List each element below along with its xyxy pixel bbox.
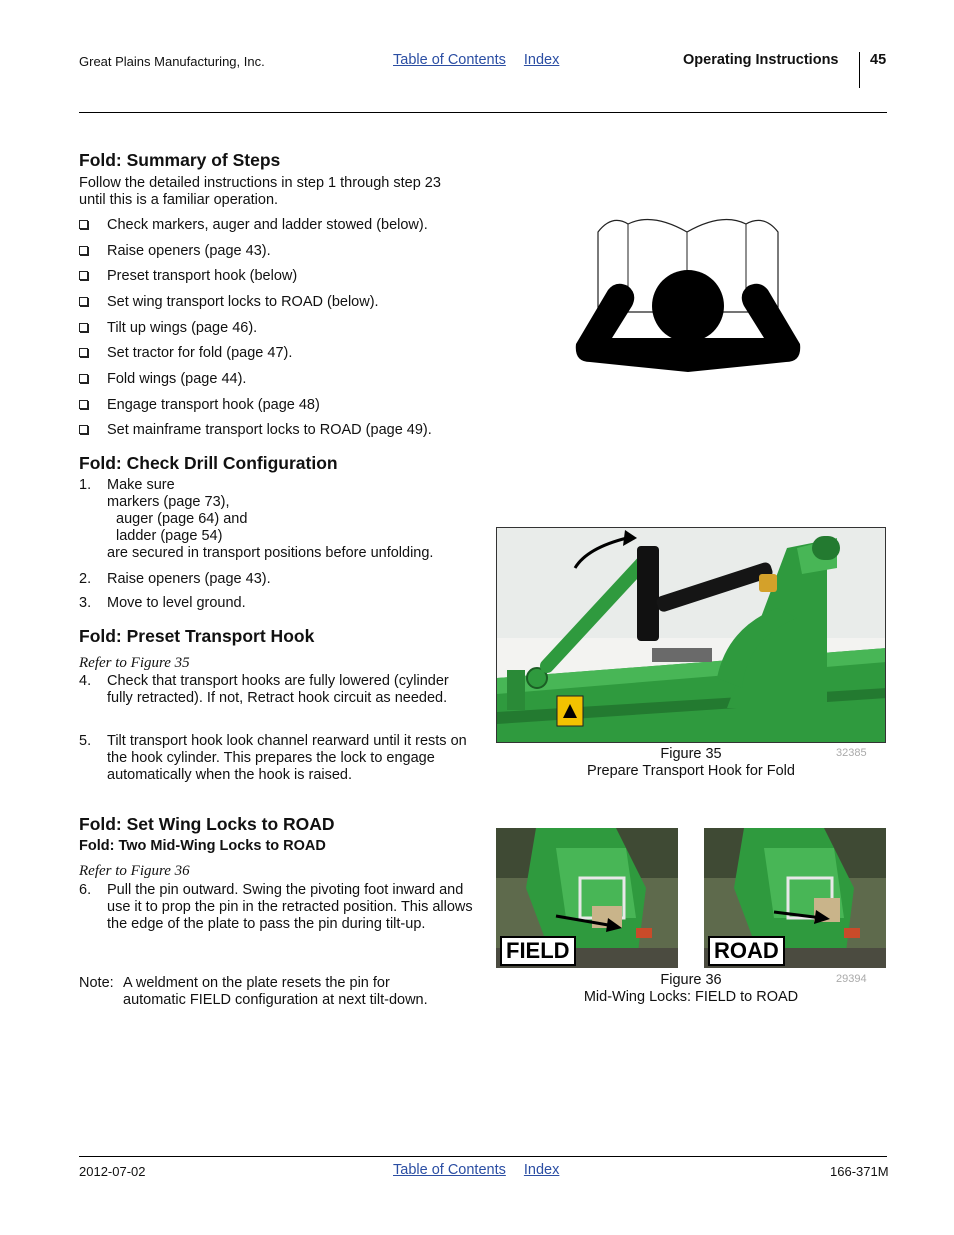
page-number: 45 — [870, 52, 887, 68]
index-link[interactable]: Index — [523, 52, 560, 68]
summary-intro-1: Follow the detailed instructions in step 1 through step 23 — [79, 175, 441, 191]
note-line-2: automatic FIELD configuration at next tilt-down. — [123, 992, 428, 1008]
figure-36-caption: Mid-Wing Locks: FIELD to ROAD — [583, 989, 799, 1005]
checkbox-icon — [79, 271, 88, 280]
transport-hook-illustration — [497, 528, 886, 743]
wing-locks-subheading: Fold: Two Mid-Wing Locks to ROAD — [79, 838, 326, 854]
checkbox-icon — [79, 348, 88, 357]
checkbox-icon — [79, 323, 88, 332]
refer-figure-35: Refer to Figure 35 — [79, 655, 190, 671]
summary-heading: Fold: Summary of Steps — [79, 150, 281, 170]
preset-hook-heading: Fold: Preset Transport Hook — [79, 626, 315, 646]
read-manual-icon — [572, 212, 804, 374]
figure-36-number: Figure 36 — [660, 972, 722, 988]
note-line-1: A weldment on the plate resets the pin for — [123, 975, 390, 991]
footer-index-link[interactable]: Index — [523, 1162, 560, 1178]
figure-35-photo — [496, 527, 886, 743]
section-title: Operating Instructions — [683, 52, 839, 68]
footer-toc-link[interactable]: Table of Contents — [393, 1162, 506, 1178]
road-label: ROAD — [708, 936, 785, 966]
footer-rule — [79, 1156, 887, 1157]
checkbox-icon — [79, 220, 88, 229]
header-divider — [859, 52, 860, 88]
company-name: Great Plains Manufacturing, Inc. — [79, 54, 265, 69]
toc-link[interactable]: Table of Contents — [393, 52, 506, 68]
field-label: FIELD — [500, 936, 576, 966]
note-label: Note: — [79, 975, 114, 991]
summary-intro-2: until this is a familiar operation. — [79, 192, 279, 208]
checkbox-icon — [79, 374, 88, 383]
refer-figure-36: Refer to Figure 36 — [79, 863, 190, 879]
footer-links — [393, 1162, 559, 1178]
header-links — [393, 52, 573, 68]
footer-date: 2012-07-02 — [79, 1164, 146, 1179]
checkbox-icon — [79, 297, 88, 306]
figure-35-caption: Prepare Transport Hook for Fold — [587, 763, 795, 779]
wing-locks-heading: Fold: Set Wing Locks to ROAD — [79, 814, 335, 834]
figure-36-photos — [496, 828, 886, 968]
figure-36-id: 29394 — [836, 973, 867, 985]
checkbox-icon — [79, 425, 88, 434]
check-config-heading: Fold: Check Drill Configuration — [79, 453, 338, 473]
header-rule — [79, 112, 887, 113]
figure-35-number: Figure 35 — [660, 746, 722, 762]
checkbox-icon — [79, 400, 88, 409]
footer-doc-number: 166-371M — [830, 1164, 889, 1179]
figure-35-id: 32385 — [836, 747, 867, 759]
checkbox-icon — [79, 246, 88, 255]
